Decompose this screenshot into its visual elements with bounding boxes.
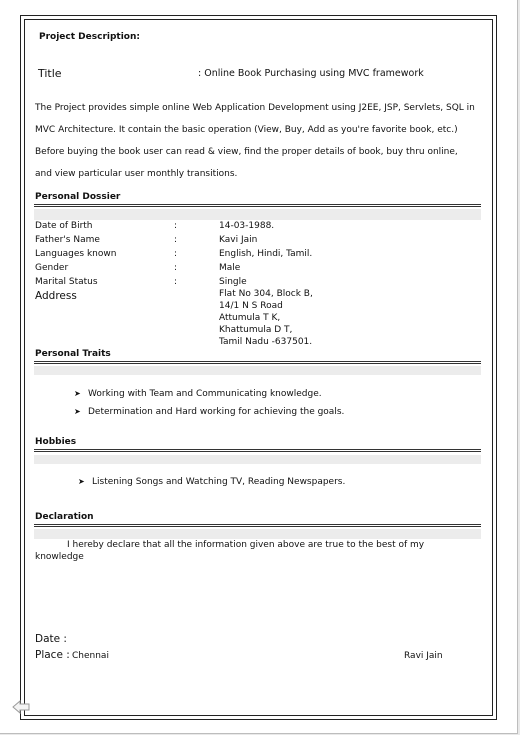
declaration-heading: Declaration (35, 512, 94, 522)
section-band (34, 455, 481, 464)
dossier-separator: : (174, 277, 178, 287)
trait-text: Working with Team and Communicating knowledge. (88, 389, 322, 399)
arrow-bullet-icon: ➤ (74, 389, 81, 398)
title-label: Title (38, 67, 62, 80)
address-line: 14/1 N S Road (219, 301, 283, 311)
project-description-text: The Project provides simple online Web Application Development using J2EE, JSP, Servlets, SQL in MVC Architecture. It contain the basic operation (View, Buy, Add as you're favorite book, etc.) Before buying the book user can read & view, find the proper details of book, buy thru online, and view particular user monthly transitions. (35, 103, 475, 179)
section-divider (34, 361, 481, 364)
arrow-bullet-icon: ➤ (74, 407, 81, 416)
dossier-separator: : (174, 263, 178, 273)
place-value: Chennai (72, 651, 109, 661)
dossier-value: Kavi Jain (219, 235, 258, 245)
address-line: Attumula T K, (219, 313, 281, 323)
dossier-label: Languages known (35, 249, 117, 259)
hobbies-heading: Hobbies (35, 437, 77, 447)
dossier-label: Gender (35, 263, 69, 273)
address-line: Tamil Nadu -637501. (219, 337, 313, 347)
section-band (34, 529, 481, 539)
dossier-label: Marital Status (35, 277, 98, 287)
arrow-bullet-icon: ➤ (78, 477, 85, 486)
personal-traits-heading: Personal Traits (35, 349, 111, 359)
dossier-label: Father's Name (35, 235, 100, 245)
dossier-value: English, Hindi, Tamil. (219, 249, 313, 259)
dossier-separator: : (174, 221, 178, 231)
declaration-text-line1: I hereby declare that all the information given above are true to the best of my (67, 540, 425, 550)
hobby-item (78, 476, 345, 488)
section-band (34, 366, 481, 375)
declaration-text-line2: knowledge (35, 552, 84, 562)
personal-dossier-heading: Personal Dossier (35, 192, 121, 202)
address-block (219, 288, 313, 348)
trait-text: Determination and Hard working for achieving the goals. (88, 407, 345, 417)
trait-item (74, 406, 344, 418)
dossier-separator: : (174, 235, 178, 245)
title-value: : Online Book Purchasing using MVC framework (198, 68, 424, 79)
dossier-value: Single (219, 277, 247, 287)
trait-item (74, 388, 322, 400)
address-line: Khattumula D T, (219, 325, 293, 335)
section-divider (34, 204, 481, 207)
page-corner-icon (12, 700, 30, 714)
address-label: Address (35, 290, 77, 302)
address-line: Flat No 304, Block B, (219, 289, 313, 299)
place-label: Place : (35, 649, 70, 661)
section-divider (34, 449, 481, 452)
dossier-value: Male (219, 263, 241, 273)
project-description-heading: Project Description: (39, 32, 140, 42)
hobby-text: Listening Songs and Watching TV, Reading Newspapers. (92, 477, 346, 487)
signature-name: Ravi Jain (404, 651, 443, 661)
dossier-value: 14-03-1988. (219, 221, 275, 231)
dossier-separator: : (174, 249, 178, 259)
section-divider (34, 524, 481, 527)
section-band (34, 209, 481, 220)
date-label: Date : (35, 633, 67, 645)
dossier-label: Date of Birth (35, 221, 93, 231)
